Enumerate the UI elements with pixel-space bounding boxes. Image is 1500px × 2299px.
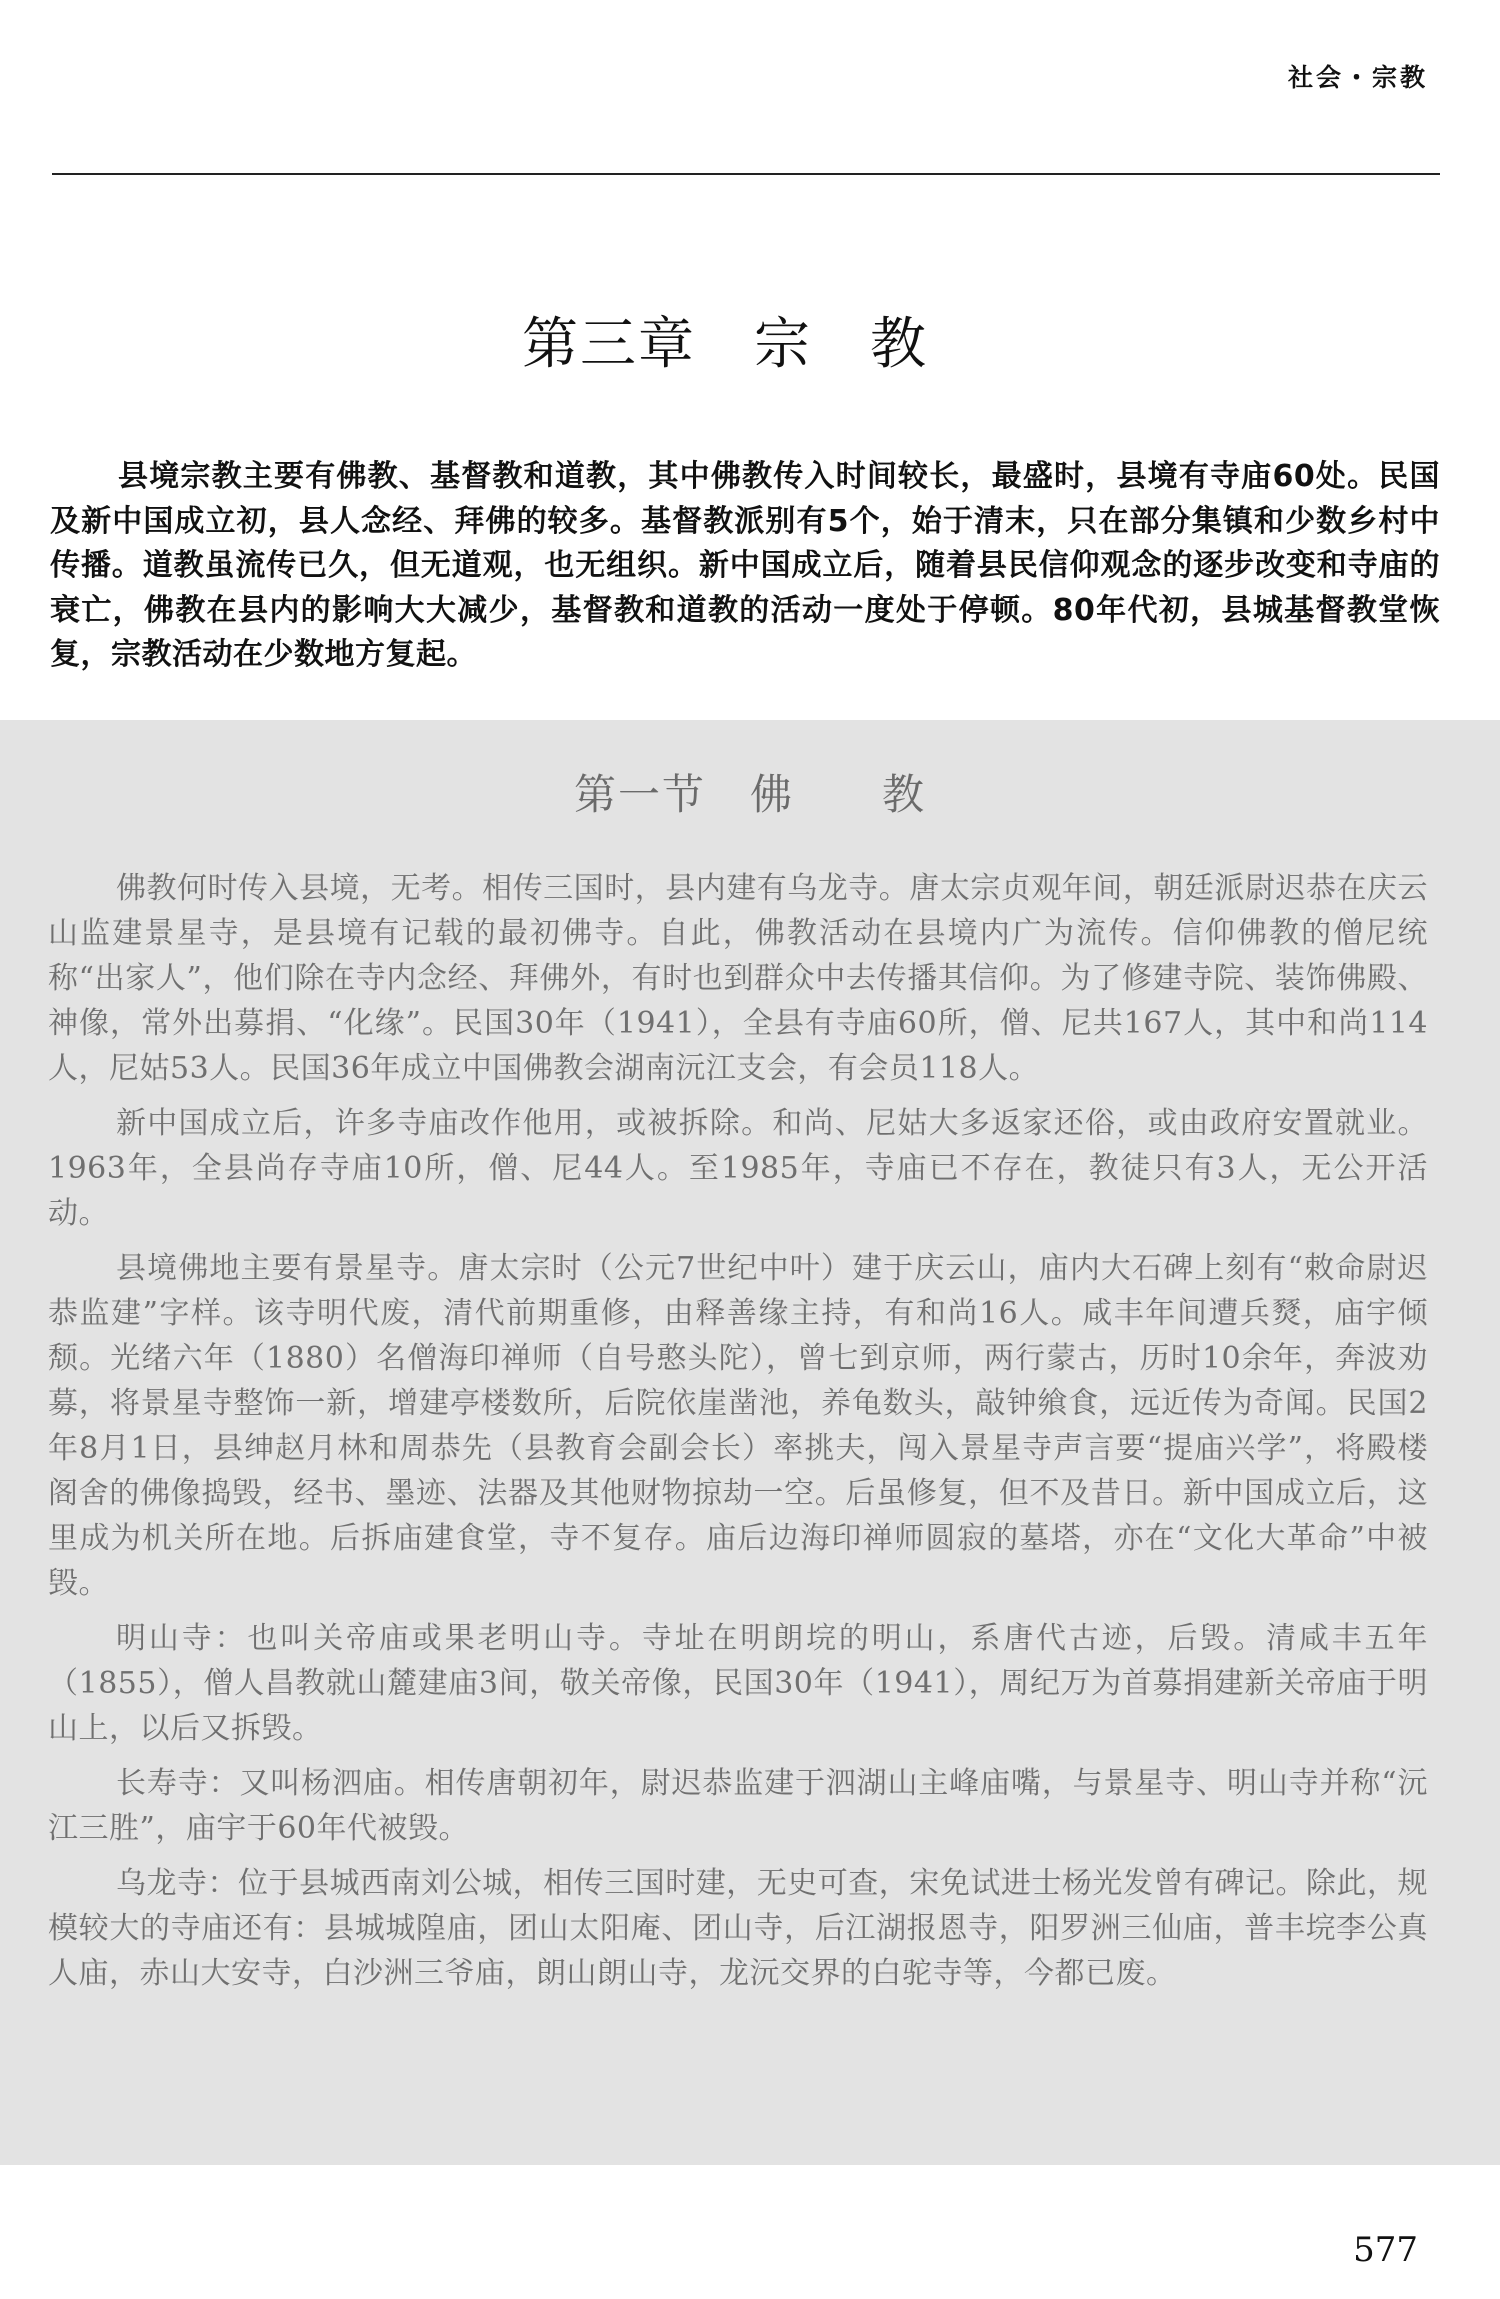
section-title: 第一节 佛 教: [573, 770, 926, 819]
chapter-title: 第三章 宗 教: [522, 312, 928, 377]
paragraph: 长寿寺：又叫杨泗庙。相传唐朝初年，尉迟恭监建于泗湖山主峰庙嘴，与景星寺、明山寺并称“沅江三胜”，庙宇于60年代被毁。: [48, 1766, 1428, 1846]
paragraph: 明山寺：也叫关帝庙或果老明山寺。寺址在明朗垸的明山，系唐代古迹，后毁。清咸丰五年（1855），僧人昌教就山麓建庙3间，敬关帝像，民国30年（1941），周纪万为首募捐建新关帝庙于明山上，以后又拆毁。: [48, 1621, 1428, 1746]
paragraph: 乌龙寺：位于县城西南刘公城，相传三国时建，无史可查，宋免试进士杨光发曾有碑记。除此，规模较大的寺庙还有：县城城隍庙，团山太阳庵、团山寺，后江湖报恩寺，阳罗洲三仙庙，普丰垸李公真人庙，赤山大安寺，白沙洲三爷庙，朗山朗山寺，龙沅交界的白驼寺等，今都已废。: [48, 1866, 1428, 1991]
paragraph: 佛教何时传入县境，无考。相传三国时，县内建有乌龙寺。唐太宗贞观年间，朝廷派尉迟恭在庆云山监建景星寺，是县境有记载的最初佛寺。自此，佛教活动在县境内广为流传。信仰佛教的僧尼统称“出家人”，他们除在寺内念经、拜佛外，有时也到群众中去传播其信仰。为了修建寺院、装饰佛殿、神像，常外出募捐、“化缘”。民国30年（1941），全县有寺庙60所，僧、尼共167人，其中和尚114人，尼姑53人。民国36年成立中国佛教会湖南沅江支会，有会员118人。: [48, 871, 1428, 1086]
header-rule: [52, 173, 1440, 175]
paragraph: 县境佛地主要有景星寺。唐太宗时（公元7世纪中叶）建于庆云山，庙内大石碑上刻有“敕命尉迟恭监建”字样。该寺明代废，清代前期重修，由释善缘主持，有和尚16人。咸丰年间遭兵燹，庙宇倾颓。光绪六年（1880）名僧海印禅师（自号憨头陀），曾七到京师，两行蒙古，历时10余年，奔波劝募，将景星寺整饰一新，增建亭楼数所，后院依崖凿池，养龟数头，敲钟飨食，远近传为奇闻。民国2年8月1日，县绅赵月林和周恭先（县教育会副会长）率挑夫，闯入景星寺声言要“提庙兴学”，将殿楼阁舍的佛像捣毁，经书、墨迹、法器及其他财物掠劫一空。后虽修复，但不及昔日。新中国成立后，这里成为机关所在地。后拆庙建食堂，寺不复存。庙后边海印禅师圆寂的墓塔，亦在“文化大革命”中被毁。: [48, 1251, 1428, 1601]
running-head: 社会・宗教: [1287, 63, 1428, 92]
paragraph: 新中国成立后，许多寺庙改作他用，或被拆除。和尚、尼姑大多返家还俗，或由政府安置就业。1963年，全县尚存寺庙10所，僧、尼44人。至1985年，寺庙已不存在，教徒只有3人，无公开活动。: [48, 1106, 1428, 1231]
chapter-intro: 县境宗教主要有佛教、基督教和道教，其中佛教传入时间较长，最盛时，县境有寺庙60处。民国及新中国成立初，县人念经、拜佛的较多。基督教派别有5个，始于清末，只在部分集镇和少数乡村中传播。道教虽流传已久，但无道观，也无组织。新中国成立后，随着县民信仰观念的逐步改变和寺庙的衰亡，佛教在县内的影响大大减少，基督教和道教的活动一度处于停顿。80年代初，县城基督教堂恢复，宗教活动在少数地方复起。: [50, 459, 1440, 672]
page-number: 577: [1353, 2230, 1418, 2270]
section-body: [48, 866, 1428, 2006]
